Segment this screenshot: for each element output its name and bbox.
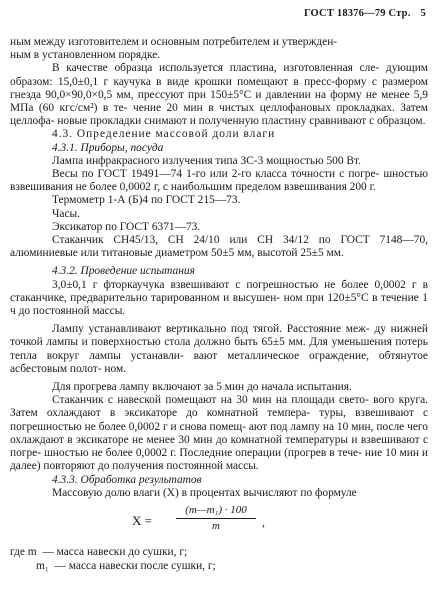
paragraph-clock: Часы. [52, 207, 81, 220]
paragraph-warmup: Для прогрева лампу включают за 5 мин до начала испытания. [52, 381, 352, 394]
page-number: 5 [420, 8, 426, 19]
legend-row: где m — масса навески до сушки, г; [10, 545, 188, 558]
paragraph-weighing: 3,0±0,1 г фторкаучука взвешивают с погрешностью не более 0,0002 г в стаканчике, предварительно тарированном и высушен- ном при 120±5°С в течение 1 ч до постоянной массы. [10, 278, 428, 318]
page-header [304, 8, 426, 19]
section-heading-4-3-1: 4.3.1. Приборы, посуда [52, 141, 164, 154]
paragraph-formula-intro: Массовую долю влаги (X) в процентах вычисляют по формуле [52, 486, 357, 499]
section-heading-4-3-3: 4.3.3. Обработка результатов [52, 473, 202, 486]
formula-fraction [176, 504, 256, 533]
formula-denominator: m [212, 520, 220, 533]
formula-legend [10, 546, 428, 578]
paragraph-lamp-setup: Лампу устанавливают вертикально под тягой. Расстояние меж- ду нижней точкой лампы и поверхностью стола должно быть 65±5 мм. Для уменьшения потерь тепла вокруг лампы устанавли- вают металлическое ограждение, обтянутое асбестовым полот- ном. [10, 323, 428, 375]
formula-numerator: (m—m₁) · 100 [176, 504, 256, 519]
paragraph-thermometer: Термометр 1-А (Б)4 по ГОСТ 215—73. [52, 194, 241, 207]
standard-reference: ГОСТ 18376—79 Стр. [303, 8, 411, 19]
section-heading-4-3-2: 4.3.2. Проведение испытания [52, 265, 195, 278]
section-heading-4-3: 4.3. Определение массовой доли влаги [52, 128, 276, 141]
document-body [10, 36, 428, 578]
paragraph-scales: Весы по ГОСТ 19491—74 1-го или 2-го класса точности с погре- шностью взвешивания не более 0,0002 г, с наибольшим пределом взвешивания 200 г. [10, 168, 428, 194]
legend-row: m₁ — масса навески после сушки, г; [36, 559, 216, 572]
paragraph-continuation: ным между изготовителем и основным потребителем и утвержден- ным в установленном порядке. [10, 36, 338, 62]
formula-lhs: X = [132, 512, 152, 528]
paragraph-lamp: Лампа инфракрасного излучения типа ЗС-3 мощностью 500 Вт. [52, 154, 361, 167]
formula-comma: , [262, 514, 265, 529]
paragraph-beaker: Стаканчик СН45/13, СН 24/10 или СН 34/12 по ГОСТ 7148—70, алюминиевые или титановые диаметром 50±5 мм, высотой 25±5 мм. [10, 234, 428, 260]
paragraph-sample-preparation: В качестве образца используется пластина, изготовленная сле- дующим образом: 15,0±0,1 г каучука в виде крошки помещают в пресс-форму с размером гнезда 90,0×90,0×0,5 мм, прессуют при 150±5°С и давлении на форму не менее 5,9 МПа (60 кгс/см²) в те- чение 20 мин в чистых целлофановых прокладках. Затем целлофа- новые прокладки снимают и полученную пластину сравнивают с образцом. [10, 62, 428, 128]
paragraph-desiccator: Эксикатор по ГОСТ 6371—73. [52, 220, 201, 233]
moisture-formula [10, 504, 428, 544]
paragraph-drying-procedure: Стаканчик с навеской помещают на 30 мин на площади свето- вого круга. Затем охлаждают в эксикаторе до комнатной темпера- туры, взвешивают с погрешностью не более 0,0002 г и снова помещ- ают под лампу на 10 мин, после чего охлаждают в эксикаторе не менее 30 мин до комнатной температуры и взвешивают с погре- шностью не более 0,0002 г. Последние операции (прогрев в тече- ние 10 мин и далее) повторяют до получения постоянной массы. [10, 394, 429, 473]
